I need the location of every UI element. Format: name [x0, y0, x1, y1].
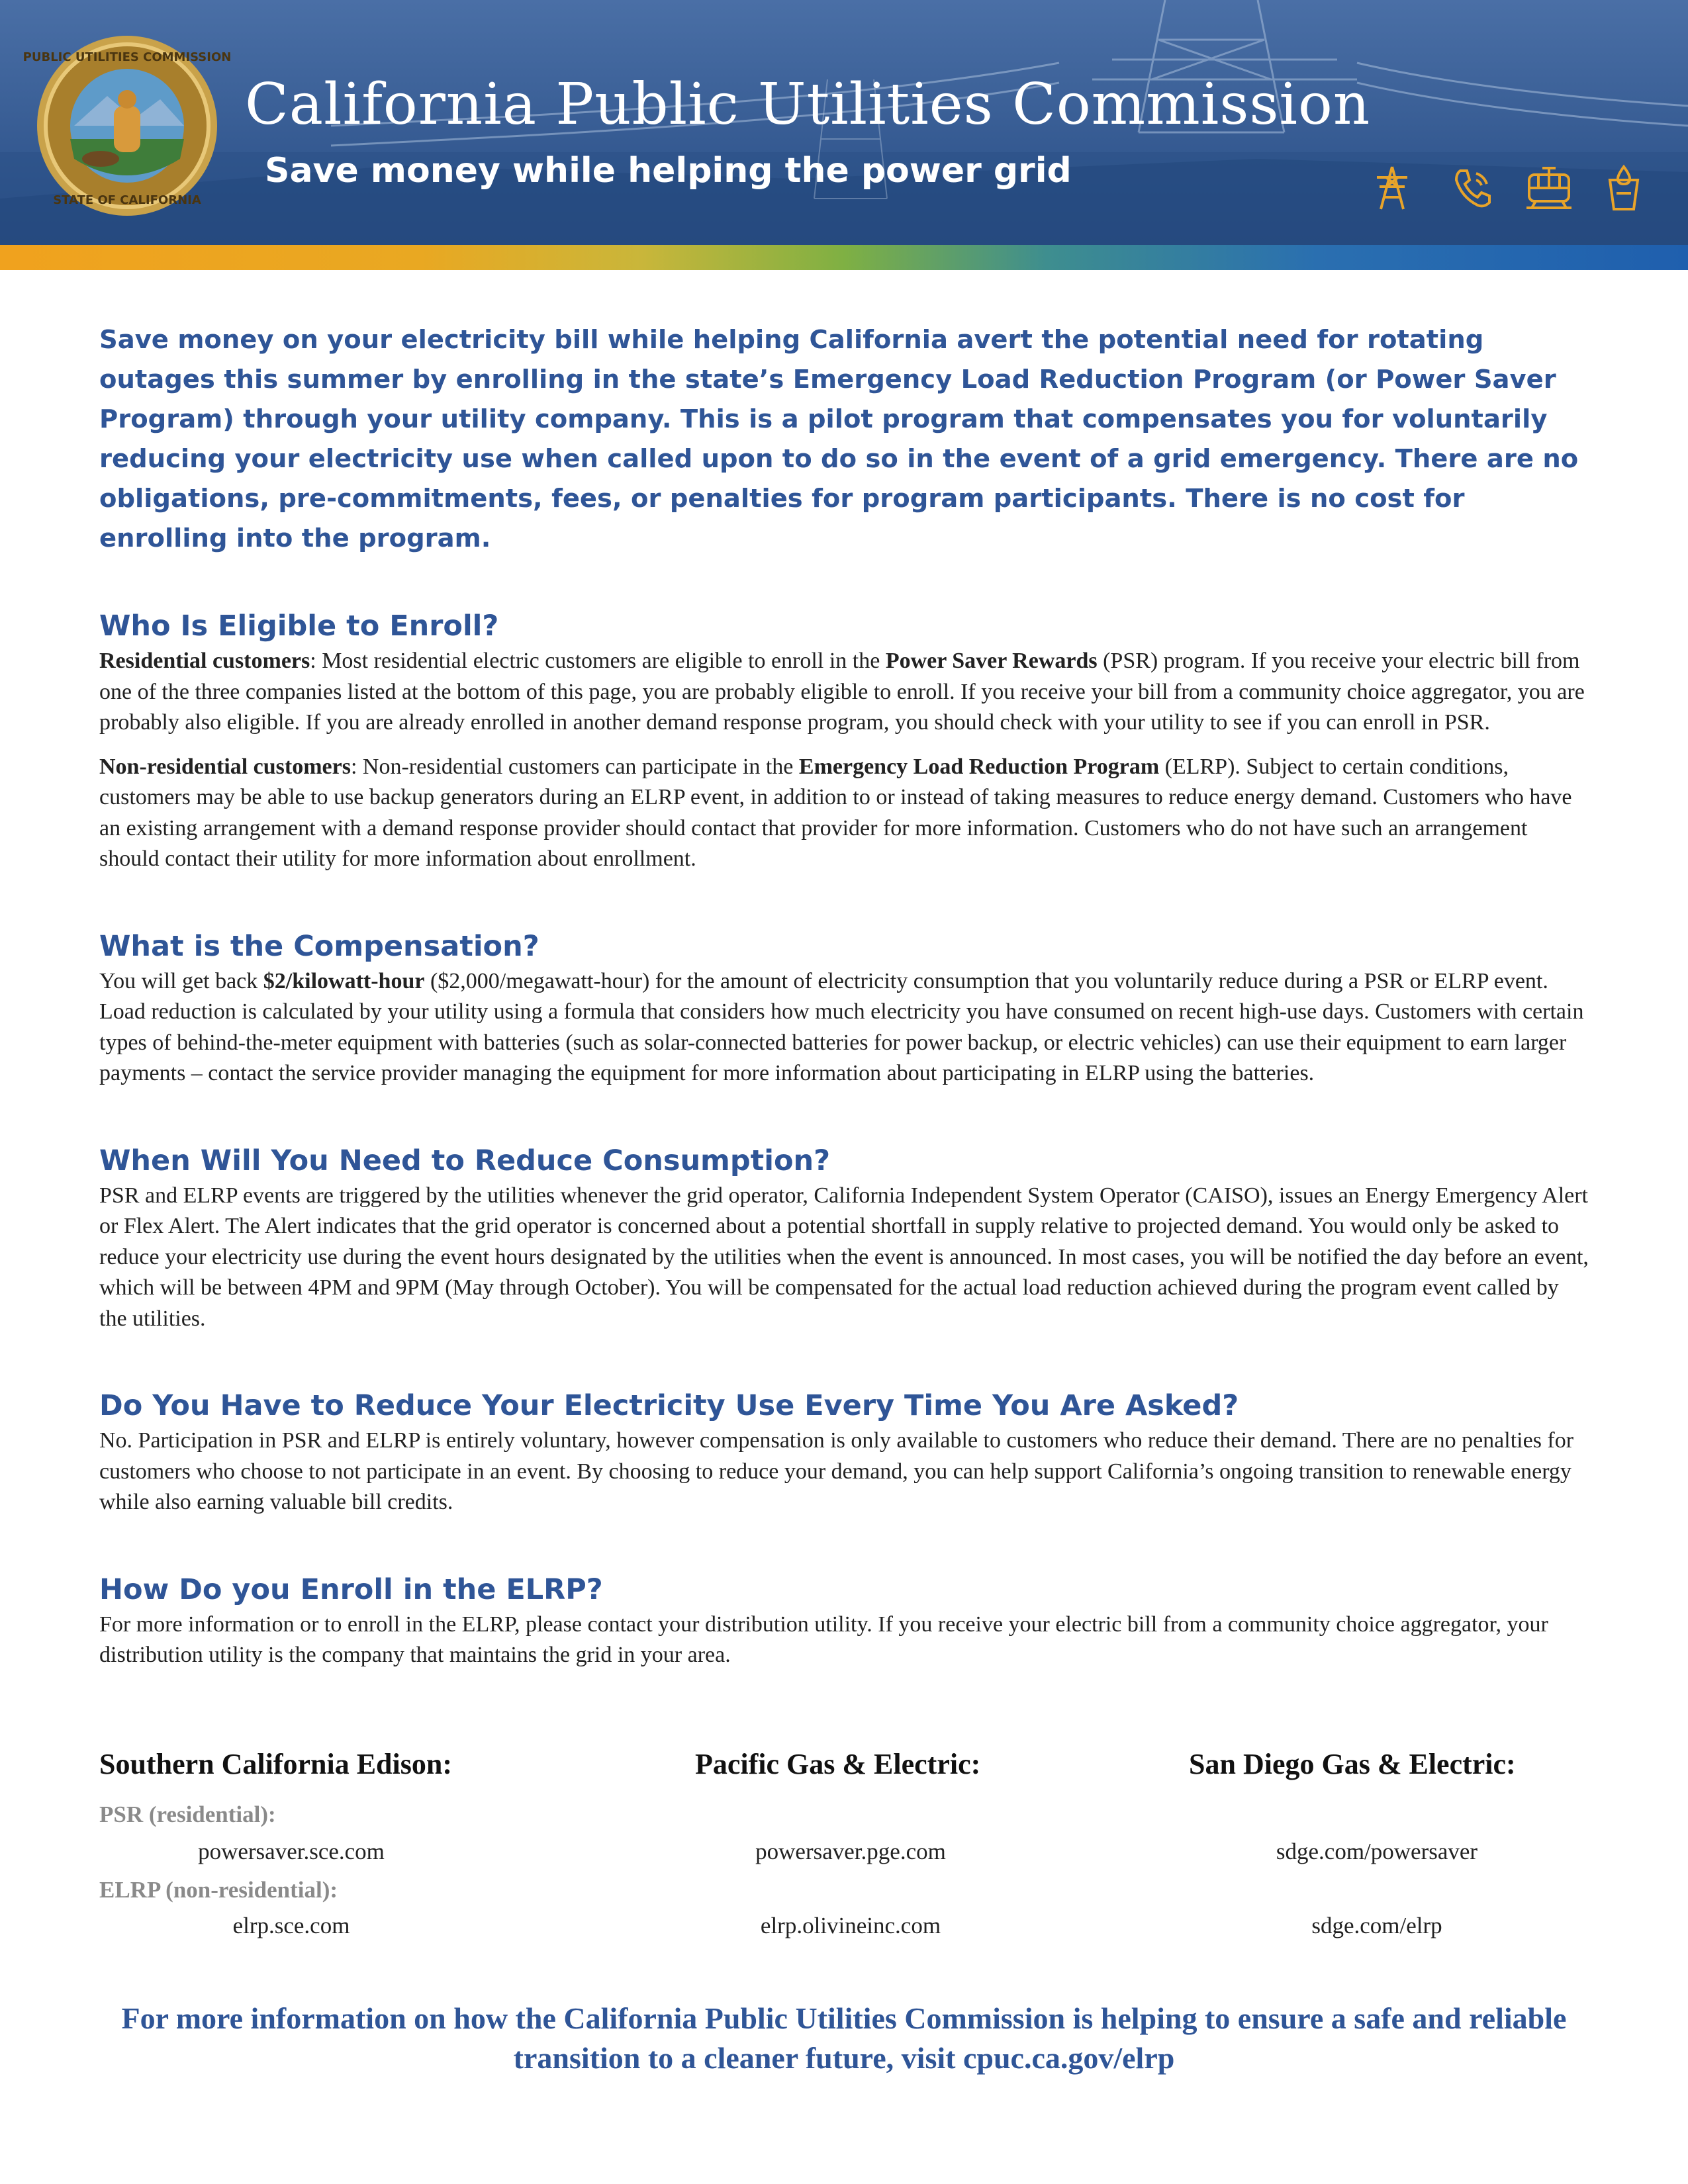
- compensation-text-pre: You will get back: [99, 968, 263, 993]
- compensation-text-post: ($2,000/megawatt-hour) for the amount of electricity consumption that you voluntarily reduce during a PSR or ELRP event. Load reduction is calculated by your utility using a formula that considers how much electricity you have consumed on recent high-use days. Customers with certain types of behind-the-meter equipment with batteries (such as solar-connected batteries for power backup, or electric vehicles) can use their equipment to earn larger payments – contact the service provider managing the equipment for more information about participating in ELRP using the batteries.: [99, 968, 1584, 1085]
- footer-note: For more information on how the California Public Utilities Commission is helping to ensure a safe and reliable transition to a cleaner future, visit cpuc.ca.gov/elrp: [121, 2001, 1567, 2075]
- header-title: California Public Utilities Commission: [245, 71, 1371, 138]
- utility-column-pge: [695, 1747, 980, 1781]
- section-compensation: [99, 927, 1589, 1089]
- psr-label: PSR (residential):: [99, 1801, 276, 1827]
- utility-name-sce: Southern California Edison:: [99, 1748, 452, 1780]
- utility-name-pge: Pacific Gas & Electric:: [695, 1748, 981, 1780]
- residential-label: Residential customers: [99, 649, 310, 673]
- sce-elrp-link[interactable]: elrp.sce.com: [232, 1913, 350, 1938]
- water-icon: [1603, 164, 1644, 212]
- pge-elrp-link[interactable]: elrp.olivineinc.com: [760, 1913, 941, 1938]
- residential-text-post: (PSR) program. If you receive your electric bill from one of the three companies listed at the bottom of this page, you are probably eligible to enroll. If you receive your bill from a community choice aggregator, you are probably also eligible. If you are already enrolled in another demand response program, you should check with your utility to see if you can enroll in PSR.: [99, 649, 1585, 735]
- utility-column-sdge: [1189, 1747, 1516, 1781]
- section-enroll: [99, 1570, 1589, 1671]
- nonresidential-text-pre: : Non-residential customers can participate in the: [350, 754, 799, 779]
- phone-icon: [1451, 164, 1492, 212]
- utility-contacts: [99, 1747, 1589, 1959]
- section-every-time: [99, 1386, 1589, 1518]
- psr-program-name: Power Saver Rewards: [885, 649, 1098, 673]
- elrp-program-name: Emergency Load Reduction Program: [798, 754, 1160, 779]
- header-banner: [0, 0, 1688, 270]
- train-icon: [1523, 164, 1575, 212]
- compensation-rate: $2/kilowatt-hour: [263, 968, 425, 993]
- residential-text-pre: : Most residential electric customers are eligible to enroll in the: [310, 649, 886, 673]
- utility-name-sdge: San Diego Gas & Electric:: [1189, 1748, 1516, 1780]
- enroll-paragraph: For more information or to enroll in the ELRP, please contact your distribution utility. If you receive your electric bill from a community choice aggregator, your distribution utility is the company that maintains the grid in your area.: [99, 1612, 1548, 1667]
- nonresidential-text-post: (ELRP). Subject to certain conditions, customers may be able to use backup generators during an ELRP event, in addition to or instead of taking measures to reduce energy demand. Customers who have an existing arrangement with a demand response provider should contact that provider for more information. Customers who do not have such an arrangement should contact their utility for more information about enrollment.: [99, 754, 1572, 871]
- heading-every-time: Do You Have to Reduce Your Electricity Use Every Time You Are Asked?: [99, 1389, 1239, 1422]
- heading-compensation: What is the Compensation?: [99, 929, 539, 963]
- svg-text:PUBLIC UTILITIES COMMISSION: PUBLIC UTILITIES COMMISSION: [23, 50, 232, 64]
- main-content: [99, 320, 1589, 1671]
- sdge-psr-link[interactable]: sdge.com/powersaver: [1276, 1839, 1478, 1864]
- when-paragraph: PSR and ELRP events are triggered by the utilities whenever the grid operator, California Independent System Operator (CAISO), issues an Energy Emergency Alert or Flex Alert. The Alert indicates that the grid operator is concerned about a potential shortfall in supply relative to projected demand. You would only be asked to reduce your electricity use during the event hours designated by the utilities when the event is announced. In most cases, you will be notified the day before an event, which will be between 4PM and 9PM (May through October). You will be compensated for the actual load reduction achieved during the program event called by the utilities.: [99, 1183, 1589, 1331]
- intro-paragraph: Save money on your electricity bill while helping California avert the potential need for rotating outages this summer by enrolling in the state’s Emergency Load Reduction Program (or Power Saver Program) through your utility company. This is a pilot program that compensates you for voluntarily reducing your electricity use when called upon to do so in the event of a grid emergency. There are no obligations, pre-commitments, fees, or penalties for program participants. There is no cost for enrolling into the program.: [99, 325, 1579, 553]
- svg-text:STATE OF CALIFORNIA: STATE OF CALIFORNIA: [53, 193, 201, 207]
- compensation-paragraph: [99, 966, 1589, 1089]
- section-eligible: [99, 606, 1589, 875]
- state-seal-logo: [23, 33, 232, 218]
- heading-when: When Will You Need to Reduce Consumption?: [99, 1144, 831, 1177]
- elrp-label: ELRP (non-residential):: [99, 1877, 338, 1903]
- residential-paragraph: [99, 646, 1589, 739]
- nonresidential-paragraph: [99, 752, 1589, 875]
- section-when: [99, 1141, 1589, 1335]
- sce-psr-link[interactable]: powersaver.sce.com: [198, 1839, 385, 1864]
- heading-enroll: How Do you Enroll in the ELRP?: [99, 1572, 603, 1606]
- sdge-elrp-link[interactable]: sdge.com/elrp: [1311, 1913, 1442, 1938]
- nonresidential-label: Non-residential customers: [99, 754, 351, 779]
- heading-eligible: Who Is Eligible to Enroll?: [99, 610, 499, 643]
- header-subtitle: Save money while helping the power grid: [265, 151, 1072, 191]
- pge-psr-link[interactable]: powersaver.pge.com: [755, 1839, 946, 1864]
- power-tower-icon: [1372, 164, 1413, 212]
- color-stripe: [0, 245, 1688, 270]
- every-time-paragraph: No. Participation in PSR and ELRP is entirely voluntary, however compensation is only available to customers who reduce their demand. There are no penalties for customers who choose to not participate in an event. By choosing to reduce your demand, you can help support California’s ongoing transition to renewable energy while also earning valuable bill credits.: [99, 1428, 1574, 1514]
- utility-column-sce: [99, 1747, 452, 1781]
